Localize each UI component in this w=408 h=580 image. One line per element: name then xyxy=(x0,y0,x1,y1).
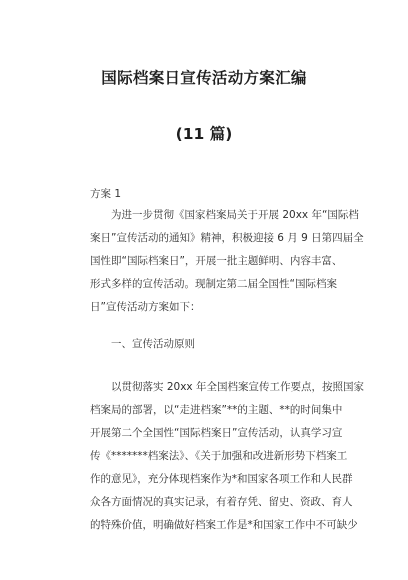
paragraph-line: 档案局的部署，以“走进档案”**的主题、**的时间集中 xyxy=(90,404,343,416)
paragraph-line: 众各方面情况的真实记录，有着存凭、留史、资政、育人 xyxy=(90,496,353,508)
paragraph-line: 传《*******档案法》、《关于加强和改进新形势下档案工 xyxy=(90,450,348,462)
paragraph-line: 的特殊价值，明确做好档案工作是*和国家工作中不可缺少 xyxy=(90,519,358,531)
paragraph-line: 开展第二个全国性“国际档案日”宣传活动，认真学习宣 xyxy=(90,427,343,439)
section-label: 方案 1 xyxy=(90,188,122,200)
paragraph-line: 国性即“国际档案日”，开展一批主题鲜明、内容丰富、 xyxy=(90,255,343,267)
document-subtitle: (11 篇) xyxy=(175,125,233,143)
paragraph-line: 作的意见》，充分体现档案作为*和国家各项工作和人民群 xyxy=(90,473,353,485)
document-title: 国际档案日宣传活动方案汇编 xyxy=(101,69,307,87)
paragraph-line: 案日”宣传活动的通知》精神，积极迎接 6 月 9 日第四届全 xyxy=(90,232,364,244)
paragraph-line: 为进一步贯彻《国家档案局关于开展 20xx 年“国际档 xyxy=(111,209,359,221)
paragraph-line: 以贯彻落实 20xx 年全国档案宣传工作要点，按照国家 xyxy=(111,381,364,393)
section-heading: 一、宣传活动原则 xyxy=(111,338,195,350)
paragraph-intro xyxy=(90,204,364,319)
paragraph-line: 形式多样的宣传活动。现制定第二届全国性“国际档案 xyxy=(90,278,337,290)
paragraph-line: 日”宣传活动方案如下： xyxy=(90,301,201,313)
paragraph-principles xyxy=(90,376,364,537)
